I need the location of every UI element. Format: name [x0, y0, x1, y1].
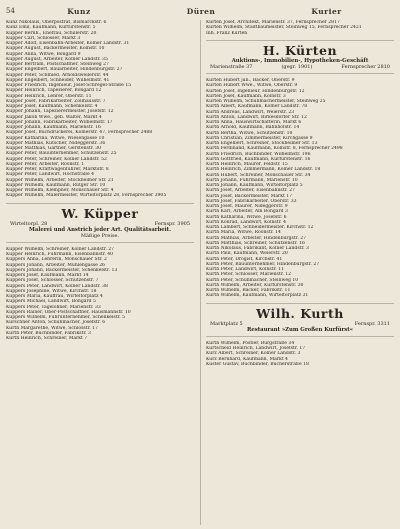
directory-entry: Kurth Matthias, Schreiner, Schützenstr. 16	[206, 240, 305, 246]
running-head-right: Kurier	[311, 6, 342, 16]
directory-entry: Kurth Peter, Landwirt, Kölnstr. 11	[206, 267, 284, 273]
directory-entry: Kürten Josef, Architekt, Marienstr. 37, Fernsprecher 2817	[206, 20, 340, 25]
ad-address: Wirteltorpl. 28	[10, 220, 48, 227]
directory-entry: Küpper August, Arbeiter, Kölner Landstr. 35	[6, 56, 108, 62]
directory-entry: Kurth Katharina, Witwe, Josefstr. 6	[206, 214, 287, 220]
directory-entry: Kurth Albert, Kaufmann, Kölner Landstr. 78	[206, 104, 308, 110]
directory-entry: Küppers Anna, Lehrerin, Monschauer Str. 2	[6, 257, 107, 263]
ad-phone: Fernspr. 3905	[154, 220, 190, 227]
directory-entry: Kunz Emil, Kaufmann, Kurfürstenstr. 5	[6, 25, 96, 31]
directory-entry: Kurth Peter, Drogist, Kirchstr. 41	[206, 256, 283, 262]
directory-entry: Kürten Hubert Wwe., Witwe, Oberstr. 9	[206, 83, 298, 89]
directory-entry: Kurth Wilhelm, Kaufmann, Wirteltorplatz 31	[206, 293, 309, 299]
directory-entry: Küpper Matthias, Gärtner, Gerstenstr. 30	[6, 146, 102, 151]
directory-entry: Küppers Wilhelm, Fuhrunternehmer, Schenkelstr. 5	[6, 315, 126, 321]
directory-entry: Kürschner Anton, Schuhmacher, Josefstr. 6	[6, 320, 106, 326]
directory-entry: Kurth Peter, Schuhmacher, Steinweg 10	[206, 277, 299, 283]
ad-name: W. Küpper	[61, 205, 139, 221]
directory-entry: Kurz Albert, Schreiner, Kölner Landstr. 3	[206, 351, 301, 357]
directory-entry: Küpper Mathias, Kutscher, Nideggerstr. 36	[6, 140, 106, 146]
left-entries-top	[6, 20, 194, 199]
advertisement-kurth	[206, 303, 394, 337]
directory-entry: Kurth Johann, Fuhrmann, Marienstr. 10	[206, 177, 298, 183]
directory-entry: Kurth Josef, Arbeiter, Eisenbahnstr. 27	[206, 188, 295, 194]
ad-phone: Fernsprecher 2810	[341, 64, 390, 71]
directory-entry: Kurth Arnold, Kaufmann, Bahnhofstr. 14	[206, 125, 300, 131]
directory-entry: Küppers Josef, Kaufmann, Markt 14	[6, 273, 89, 279]
directory-entry: Küpper Engelbert, Bauarbeiter, Hindenburgstr. 27	[6, 67, 123, 73]
directory-entry: Küpper Katharina, Witwe, Wiesengasse 10	[6, 135, 105, 141]
directory-entry: Kurz Bernhard, Kaufmann, Markt 4	[206, 356, 288, 362]
directory-entry: Küppers Rainer, Ober-Postschaffner, Hausmannstr. 10	[6, 309, 131, 315]
directory-entry: Küppers Josef, Schlosser, Schützenstr. 7	[6, 278, 99, 284]
directory-entry: Küpper Anna, Witwe, Bongard 9	[6, 51, 81, 57]
directory-entry: Kurth Hubert, Schreiner, Monschauer Str. 34	[206, 172, 311, 178]
ad-address: Marktplatz 5	[210, 320, 243, 327]
directory-entry: Küpper Josef, Buchdruckerei, Kölnerstr. 47, Fernsprecher 2488	[6, 130, 153, 136]
ad-name: H. Kürten	[262, 42, 338, 58]
ad-subline: (gegr. 1901)	[281, 64, 313, 71]
directory-entry: Küpper Peter, Kraftwagenführer, Marktstr. 8	[6, 167, 109, 172]
directory-entry: Kurth Peter, Buchbinder, Fabrikstr. 3	[6, 330, 91, 336]
directory-entry: Küpper Peter, Schreiner, Kölner Landstr. 52	[6, 156, 107, 162]
directory-entry: Küppers Josephine, Witwe, Kirchstr. 18	[6, 288, 97, 294]
directory-entry: Küppers Johann, Bäckermeister, Schenkelstr. 13	[6, 267, 118, 273]
directory-entry: Küpper Wilhelm, Arbeiter, Stockheimer Str. 21	[6, 177, 114, 183]
running-head	[19, 7, 390, 16]
ad-phone: Fernspr. 3311	[354, 320, 390, 327]
directory-entry: Kurth Josef, Bäckermeister, Markt 17	[206, 193, 293, 199]
running-head-title: Düren	[186, 6, 216, 16]
directory-entry: Küppers Michael, Landwirt, Bongard 5	[6, 299, 96, 305]
directory-entry: Kurth Christian, Zimmermeister, Kirchgasse 9	[206, 135, 313, 141]
directory-entry: Kurth Peter, Bauunternehmer, Hindenburgstr. 27	[206, 261, 320, 267]
directory-entry: Kurth Engelbert, Schreiner, Stockheimer Str. 13	[206, 141, 318, 147]
directory-entry: Kurth Gottfried, Kaufmann, Kurfürstenstr. 16	[206, 156, 311, 162]
directory-entry: Küpper Jakob Wwe., geb. Walter, Markt 4	[6, 114, 102, 120]
ad-contact-line	[206, 64, 394, 70]
directory-entry: Küpper Peter, Arbeiter, Roonstr. 1	[6, 161, 85, 167]
directory-entry: Küpper Johann, Tapezierermeister, Josefstr. 12	[6, 109, 114, 115]
ad-name: Wilh. Kurth	[256, 305, 344, 321]
directory-entry: Küpper Wilhelm, Schreiner, Kölner Landstr. 27	[6, 246, 115, 252]
ad-tagline: Auktions-, Immobilien-, Hypotheken-Geschäft	[231, 57, 369, 64]
directory-entry: Kurth Bertha, Witwe, Schützenstr. 10	[206, 130, 293, 136]
ad-address: Marienstraße 37	[210, 64, 253, 71]
directory-entry: Küpper Johann, Fabrikarbeiter, Wilhelmstr. 17	[6, 119, 113, 125]
directory-entry: Kurth Anton, Landwirt, Birkesdorfer Str. 12	[206, 114, 307, 120]
directory-entry: Küpper Bertram, Postschaffner, Steinweg 27	[6, 62, 109, 67]
directory-entry: Kürten Wilhelm, Schuhmachermeister, Steinweg 25	[206, 99, 326, 105]
right-column	[200, 20, 394, 525]
directory-entry: Kurth Mathias, Arbeiter, Hindenburgstr. 27	[206, 235, 307, 241]
directory-entry: Kunz Nikolaus, Oberpostrat, Bismarckstr. 6	[6, 20, 107, 25]
directory-entry: Kurth Margarethe, Witwe, Schlosstr. 17	[6, 325, 98, 331]
directory-entry: Küpper Wilhelm, Klempner, Monschauer Str. 4	[6, 188, 114, 193]
directory-entry: Küpper Wilhelm, Kaufmann, Rütger Str. 10	[6, 182, 106, 188]
directory-entry: Kurth Paul, Kaufmann, Weierstr. 20	[206, 251, 288, 257]
directory-entry: Kurth Josef, Maurer, Nideggerstr. 9	[206, 204, 288, 210]
directory-entry: Küpper Adolf, Eisenbahn-Arbeiter, Kölner Landstr. 31	[6, 41, 130, 46]
directory-entry: Kurth Heinrich, Maurer, Feldstr. 15	[206, 162, 288, 168]
page-number: 54	[6, 7, 15, 15]
directory-entry: Kurth Josef, Fabrikarbeiter, Oberstr. 33	[206, 198, 297, 204]
directory-entry: Küpper August, Bäckermeister, Kölnstr. 10	[6, 46, 105, 52]
running-head-left: Kunz	[67, 6, 91, 16]
directory-entry: Kurth Peter, Schlosser, Marienstr. 12	[206, 272, 292, 278]
directory-entry: Kuster Gustav, Buchbinder, Bücherstraße 18	[206, 361, 309, 367]
directory-entry: Kurth Konrad, Landwirt, Kölnstr. 4	[206, 219, 287, 225]
directory-entry: Kürten Josef, Kaufmann, Kölnstr. 3	[206, 93, 286, 99]
directory-entry: Kürten Wilhelm, Stadtbaumeister, Steinweg 15, Fernsprecher 2421	[206, 25, 362, 31]
directory-entry: Küpper Josef, Kaufmann, Schenkelstr. 4	[6, 104, 98, 109]
directory-entry: Kürten Josef, Ingenieur, Hindenburgstr. 12	[206, 88, 305, 94]
directory-entry: Küpper Johann, Kaufmann, Marienstr. 16	[6, 125, 101, 130]
directory-entry: Kurth Anna, Hauswirtschafterin, Markt 6	[206, 120, 302, 126]
ad-subline: Mäßige Preise.	[80, 232, 120, 239]
directory-entry: Kurth Heinrich, Schreiner, Markt 7	[6, 336, 88, 342]
directory-entry: Küpper Friedrich, Ingenieur, Josef-Schregel-Straße 15	[6, 83, 132, 88]
ad-tagline: Malerei und Anstrich jeder Art. Qualitätsarbeit.	[29, 226, 171, 233]
right-entries-mid	[206, 78, 394, 299]
columns	[6, 20, 394, 525]
directory-entry: Kurth Nikolaus, Fabrikant, Kölner Landstr. 3	[206, 246, 309, 252]
directory-entry: Kurth Wilhelm, Bäcker, Fabrikstr. 11	[206, 288, 291, 294]
directory-entry: Küppers Peter, Tagelöhner, Marienstr. 33	[6, 304, 101, 310]
directory-entry: Kürten Hubert jun., Bäcker, Oberstr. 9	[206, 78, 295, 84]
advertisement-kuepper	[6, 203, 194, 243]
directory-entry: Kurth Wilhelm, Postler, Burgstraße 34	[206, 340, 295, 346]
directory-entry: Küpper Josef, Fabrikarbeiter, Zollhausstr. 7	[6, 98, 106, 104]
directory-entry: Kurth Andreas, Landwirt, Weierstr. 23	[206, 109, 295, 115]
directory-entry: Küpper Heinrich, Lehrer, Oberstr. 11	[6, 93, 92, 99]
directory-entry: Kurth Friedrich, Buchbinder, Wilhelmstr. 196	[206, 151, 311, 157]
directory-entry: Küpper Carl, Schlosser, Markt 3	[6, 35, 81, 41]
page-header	[6, 4, 394, 18]
directory-entry: Kurth Johann, Kaufmann, Wirteltorplatz 5	[206, 183, 303, 189]
directory-entry: Küpper Bernh., Ehefrau, Schillerstr. 20	[6, 30, 97, 36]
directory-entry: Kurtscheid Heinrich, Landwirt, Josefstr. 17	[206, 346, 306, 352]
right-entries-bottom	[206, 341, 394, 367]
ad-tagline: Restaurant »Zum Großen Kurfürst«	[246, 326, 354, 333]
directory-entry: Inh. Franz Kürten	[206, 30, 248, 36]
directory-entry: Kurth Maria, Witwe, Roonstr. 14	[206, 230, 281, 236]
directory-entry: Kurth Wilhelm, Arbeiter, Kurfürstenstr. 30	[206, 282, 304, 288]
directory-entry: Küpper Engelbert, Schneider, Wilhelmstr. 41	[6, 77, 110, 83]
directory-entry: Küpper Heinrich, Tapezierer, Bongard 12	[6, 88, 102, 94]
right-entries-top	[206, 20, 394, 36]
left-column	[6, 20, 194, 525]
directory-entry: Kurth Heinrich, Zimmermann, Kölner Landstr. 18	[206, 167, 321, 173]
directory-entry: Küppers Peter, Landwirt, Kölner Landstr. 38	[6, 283, 108, 289]
advertisement-kuerten	[206, 40, 394, 74]
directory-entry: Küppers Maria, Kauffrau, Wirteltorplatz 4	[6, 294, 103, 300]
directory-entry: Küpper Peter, Schmied, Arnoldsweilerstr. 44	[6, 72, 109, 78]
directory-entry: Küpper Peter, Bauunternehmer, Schützenstr. 25	[6, 151, 117, 157]
directory-entry: Küpper Heinrich, Fuhrmann, Eisenbahnstr. 40	[6, 252, 114, 258]
directory-entry: Kurth Karl, Arbeiter, Am Bongard 3	[206, 209, 288, 215]
directory-entry: Küppers Johann, Arbeiter, Mühlengasse 26	[6, 262, 106, 268]
directory-entry: Kurth Lambert, Schneidermeister, Kirchstr. 12	[206, 225, 314, 231]
directory-entry: Küpper Wilhelm, Malermeister, Wirteltorplatz 28, Fernsprecher 3905	[6, 193, 167, 199]
directory-entry: Kurth Ferdinand, Kaufmann, Kölnstr. 8, Fernsprecher 2498	[206, 146, 343, 152]
left-entries-bottom	[6, 247, 194, 342]
directory-entry: Küpper Peter, Landwirt, Hochstraße 4	[6, 172, 95, 178]
